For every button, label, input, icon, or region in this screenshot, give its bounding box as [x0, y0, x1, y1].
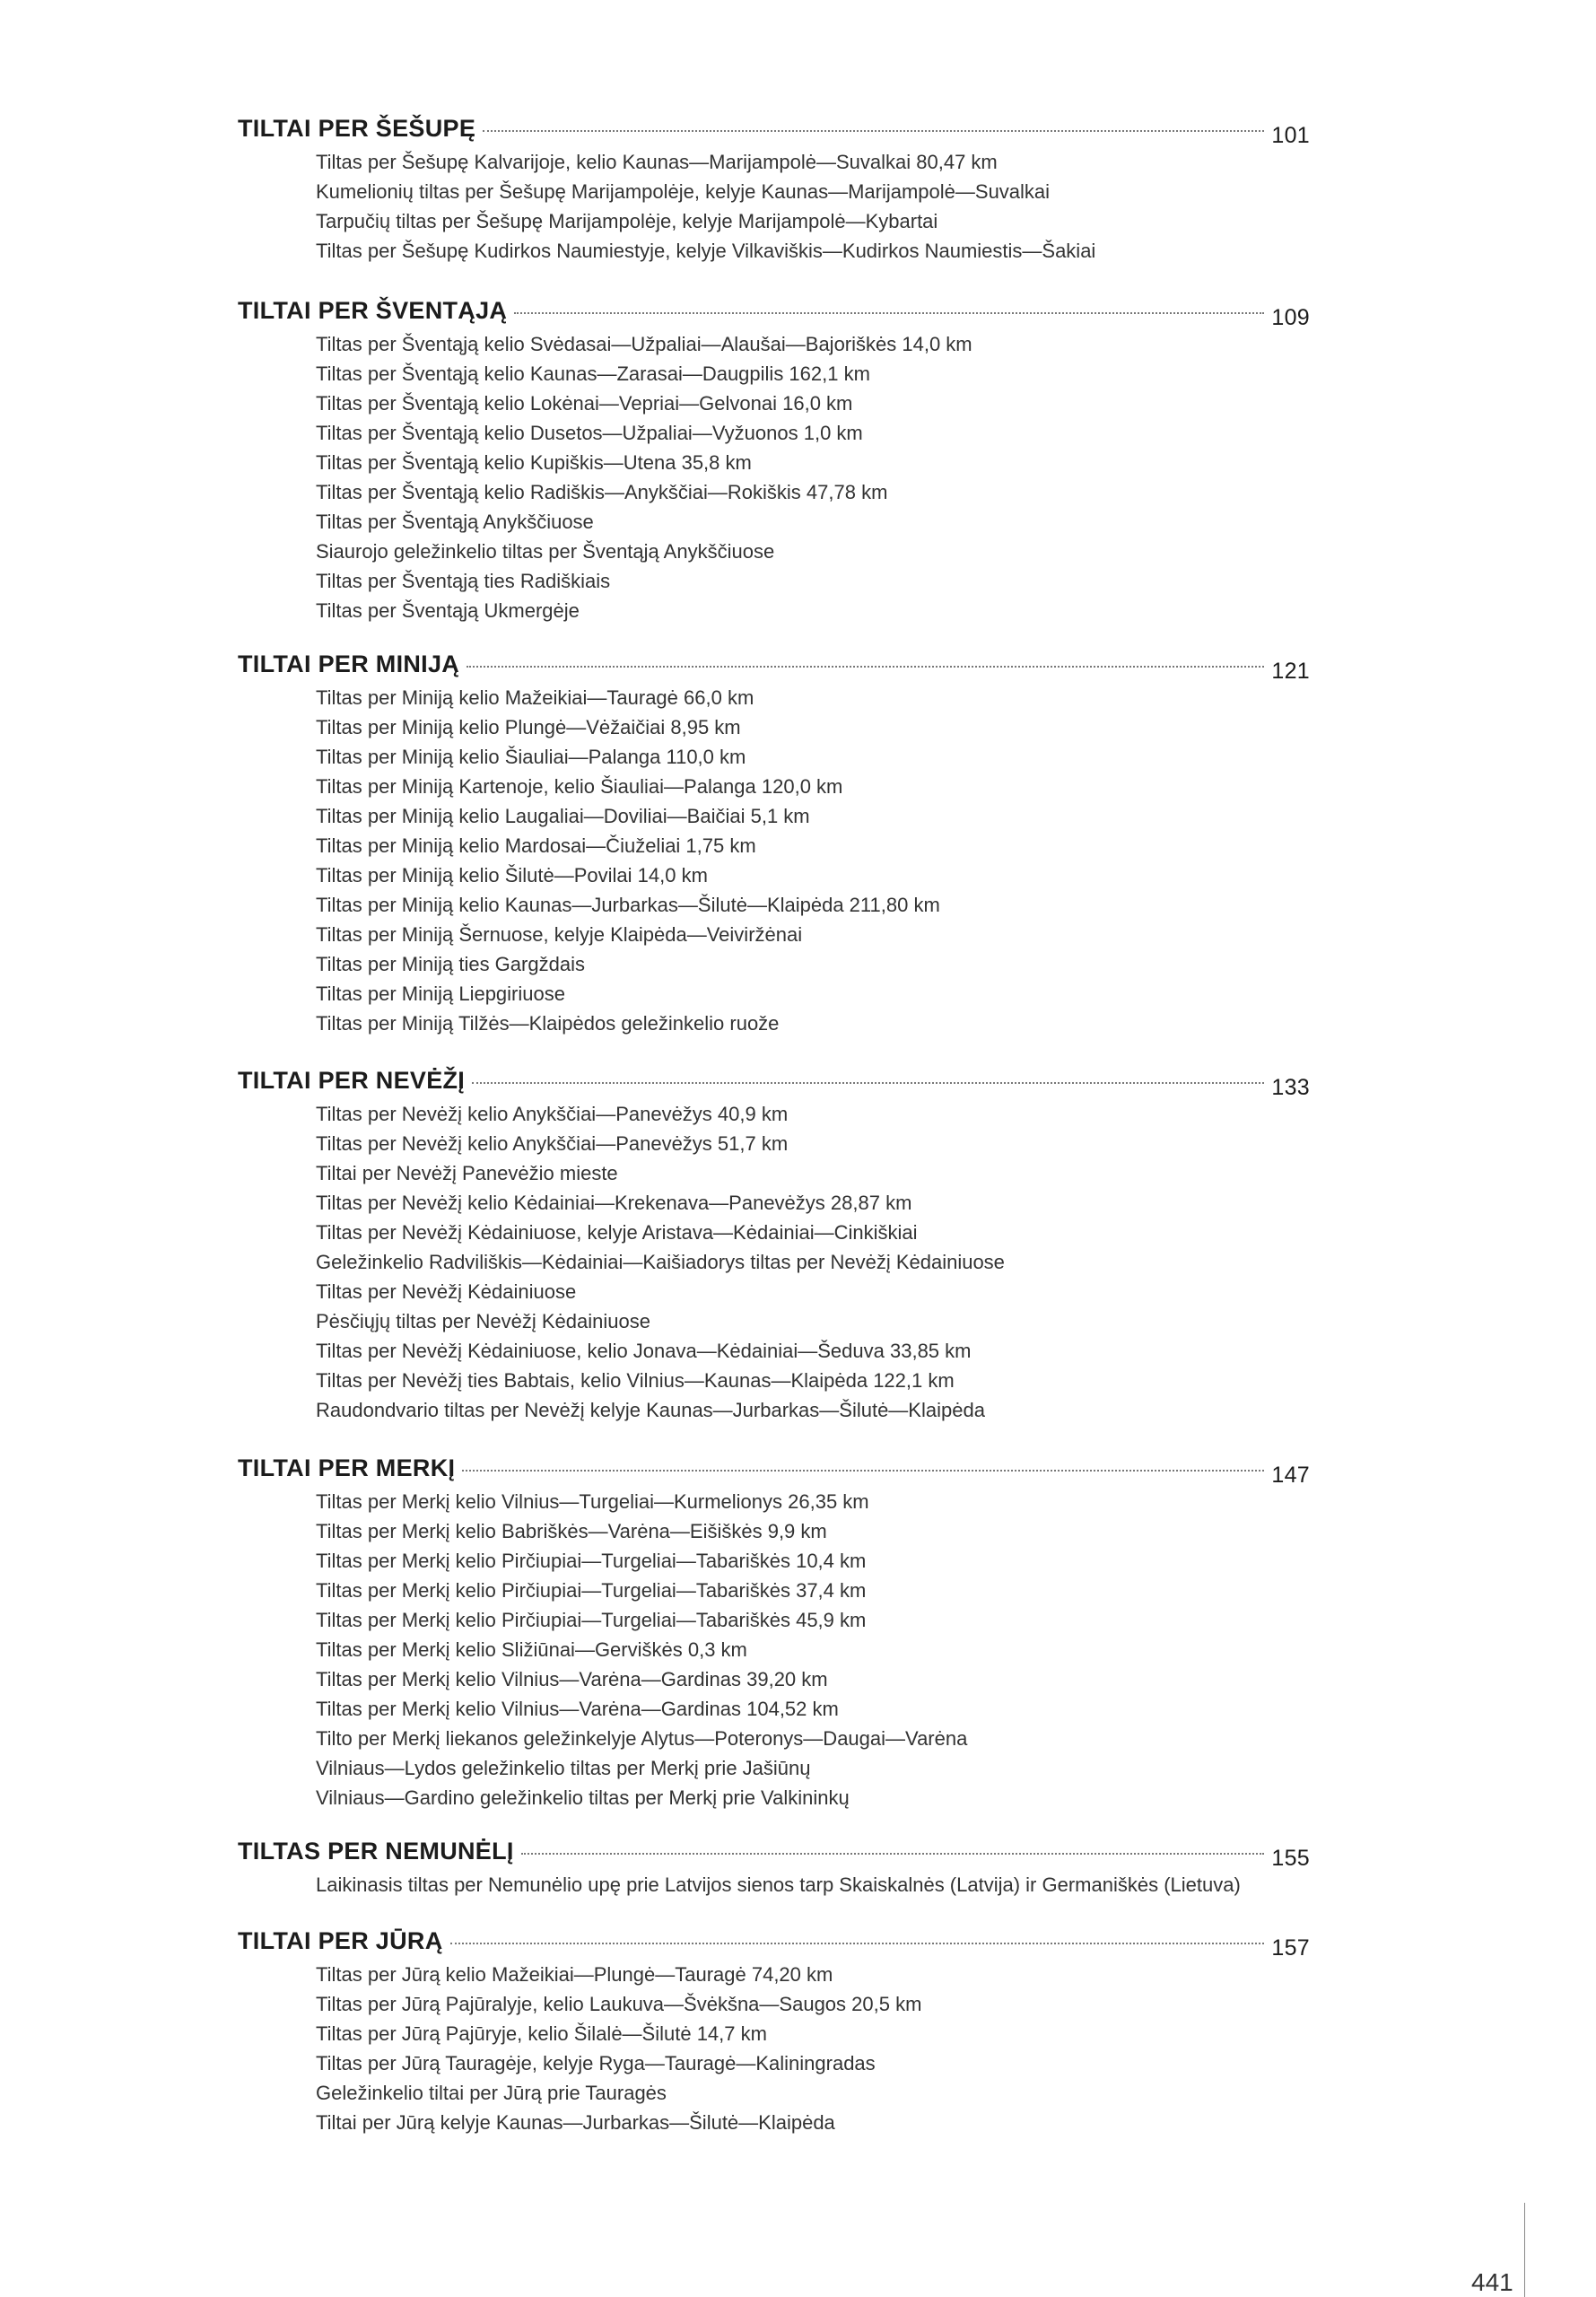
toc-entry: Tiltas per Nevėžį Kėdainiuose	[316, 1280, 577, 1303]
toc-entry: Tiltas per Šventąją kelio Radiškis—Anykščiai—Rokiškis 47,78 km	[316, 481, 888, 503]
toc-entry: Tiltas per Šventąją kelio Dusetos—Užpaliai—Vyžuonos 1,0 km	[316, 422, 863, 444]
dot-leader	[514, 312, 1264, 314]
toc-heading[interactable]	[238, 1927, 1310, 1960]
toc-entry: Tarpučių tiltas per Šešupę Marijampolėje, kelyje Marijampolė—Kybartai	[316, 210, 938, 232]
toc-entry: Tiltas per Nevėžį kelio Anykščiai—Panevėžys 51,7 km	[316, 1132, 789, 1155]
toc-entry: Tiltas per Miniją kelio Kaunas—Jurbarkas—Šilutė—Klaipėda 211,80 km	[316, 894, 940, 916]
toc-entry: Geležinkelio Radviliškis—Kėdainiai—Kaišiadorys tiltas per Nevėžį Kėdainiuose	[316, 1251, 1005, 1273]
dot-leader	[462, 1470, 1264, 1472]
toc-entry: Tilto per Merkį liekanos geležinkelyje Alytus—Poteronys—Daugai—Varėna	[316, 1727, 968, 1750]
toc-entry: Tiltas per Nevėžį Kėdainiuose, kelio Jonava—Kėdainiai—Šeduva 33,85 km	[316, 1340, 972, 1362]
toc-entry: Tiltas per Šventąją kelio Kupiškis—Utena 35,8 km	[316, 451, 752, 474]
section-page-number: 157	[1271, 1935, 1310, 1961]
toc-entry: Tiltas per Miniją Šernuose, kelyje Klaipėda—Veiviržėnai	[316, 923, 803, 946]
toc-entry: Tiltas per Merkį kelio Pirčiupiai—Turgeliai—Tabariškės 37,4 km	[316, 1579, 867, 1602]
section-page-number: 147	[1271, 1463, 1310, 1488]
toc-entry: Raudondvario tiltas per Nevėžį kelyje Kaunas—Jurbarkas—Šilutė—Klaipėda	[316, 1399, 985, 1421]
dot-leader	[467, 666, 1264, 668]
toc-entry: Tiltas per Šventąją kelio Kaunas—Zarasai—Daugpilis 162,1 km	[316, 362, 870, 385]
toc-entry: Tiltas per Šešupę Kudirkos Naumiestyje, kelyje Vilkaviškis—Kudirkos Naumiestis—Šakiai	[316, 240, 1096, 262]
section-page-number: 133	[1271, 1075, 1310, 1100]
toc-entry: Tiltas per Miniją Kartenoje, kelio Šiauliai—Palanga 120,0 km	[316, 775, 843, 798]
dot-leader	[472, 1082, 1264, 1084]
toc-entry: Tiltas per Miniją kelio Šiauliai—Palanga 110,0 km	[316, 746, 746, 768]
toc-entry: Tiltas per Jūrą kelio Mažeikiai—Plungė—Tauragė 74,20 km	[316, 1963, 833, 1986]
toc-section	[238, 1067, 1310, 1425]
toc-entry: Tiltas per Merkį kelio Vilnius—Turgeliai—Kurmelionys 26,35 km	[316, 1490, 869, 1513]
toc-entry: Vilniaus—Gardino geležinkelio tiltas per Merkį prie Valkininkų	[316, 1786, 850, 1809]
toc-entry: Tiltas per Merkį kelio Sližiūnai—Gerviškės 0,3 km	[316, 1638, 747, 1661]
toc-heading[interactable]	[238, 651, 1310, 683]
section-title: TILTAS PER NEMUNĖLĮ	[238, 1838, 514, 1865]
section-title: TILTAI PER ŠEŠUPĘ	[238, 115, 476, 142]
section-title: TILTAI PER JŪRĄ	[238, 1927, 443, 1954]
toc-entry: Pėsčiųjų tiltas per Nevėžį Kėdainiuose	[316, 1310, 650, 1332]
toc-entry: Tiltas per Miniją Liepgiriuose	[316, 983, 565, 1005]
toc-section	[238, 1454, 1310, 1812]
page-number: 441	[1471, 2268, 1513, 2296]
toc-entry: Tiltas per Merkį kelio Pirčiupiai—Turgeliai—Tabariškės 45,9 km	[316, 1609, 867, 1631]
toc-entry: Tiltas per Nevėžį Kėdainiuose, kelyje Aristava—Kėdainiai—Cinkiškiai	[316, 1221, 918, 1244]
toc-entry: Tiltas per Nevėžį kelio Kėdainiai—Krekenava—Panevėžys 28,87 km	[316, 1192, 912, 1214]
toc-entry: Tiltas per Nevėžį ties Babtais, kelio Vilnius—Kaunas—Klaipėda 122,1 km	[316, 1369, 955, 1392]
toc-section	[238, 1838, 1310, 1900]
toc-entry: Tiltas per Miniją kelio Plungė—Vėžaičiai 8,95 km	[316, 716, 741, 738]
section-page-number: 155	[1271, 1846, 1310, 1871]
toc-entry: Tiltas per Miniją kelio Mažeikiai—Tauragė 66,0 km	[316, 686, 754, 709]
toc-entry: Tiltas per Merkį kelio Pirčiupiai—Turgeliai—Tabariškės 10,4 km	[316, 1550, 867, 1572]
toc-heading[interactable]	[238, 1454, 1310, 1487]
page-edge-rule	[1524, 2203, 1525, 2297]
toc-entry: Tiltas per Miniją kelio Laugaliai—Doviliai—Baičiai 5,1 km	[316, 805, 810, 827]
toc-entry: Tiltas per Merkį kelio Vilnius—Varėna—Gardinas 39,20 km	[316, 1668, 828, 1690]
toc-section	[238, 1927, 1310, 2137]
section-title: TILTAI PER ŠVENTĄJĄ	[238, 297, 508, 324]
toc-entry: Tiltas per Merkį kelio Vilnius—Varėna—Gardinas 104,52 km	[316, 1698, 839, 1720]
toc-entry: Tiltas per Šventąją kelio Lokėnai—Vepriai—Gelvonai 16,0 km	[316, 392, 853, 415]
section-page-number: 121	[1271, 659, 1310, 684]
dot-leader	[521, 1853, 1265, 1855]
toc-entry: Tiltas per Šventąją Ukmergėje	[316, 599, 580, 622]
toc-section	[238, 297, 1310, 625]
toc-entry: Siaurojo geležinkelio tiltas per Šventąją Anykščiuose	[316, 540, 775, 563]
toc-entry: Tiltai per Jūrą kelyje Kaunas—Jurbarkas—Šilutė—Klaipėda	[316, 2111, 835, 2134]
toc-entry: Tiltas per Šventąją Anykščiuose	[316, 511, 594, 533]
toc-heading[interactable]	[238, 297, 1310, 329]
toc-entry: Laikinasis tiltas per Nemunėlio upę prie Latvijos sienos tarp Skaiskalnės (Latvija) ir Germaniškės (Lietuva)	[316, 1873, 1241, 1896]
toc-heading[interactable]	[238, 115, 1310, 147]
toc-entry: Tiltas per Miniją Tilžės—Klaipėdos geležinkelio ruože	[316, 1012, 780, 1035]
toc-entry: Tiltas per Nevėžį kelio Anykščiai—Panevėžys 40,9 km	[316, 1103, 789, 1125]
section-title: TILTAI PER MERKĮ	[238, 1454, 456, 1481]
dot-leader	[483, 130, 1264, 132]
section-title: TILTAI PER MINIJĄ	[238, 651, 460, 677]
toc-entry: Kumelionių tiltas per Šešupę Marijampolėje, kelyje Kaunas—Marijampolė—Suvalkai	[316, 180, 1051, 203]
toc-entry: Vilniaus—Lydos geležinkelio tiltas per Merkį prie Jašiūnų	[316, 1757, 811, 1779]
toc-heading[interactable]	[238, 1067, 1310, 1099]
toc-section	[238, 115, 1310, 266]
section-page-number: 101	[1271, 123, 1310, 148]
toc-entry: Tiltas per Jūrą Pajūryje, kelio Šilalė—Šilutė 14,7 km	[316, 2022, 767, 2045]
toc-section	[238, 651, 1310, 1038]
toc-entry: Tiltas per Jūrą Pajūralyje, kelio Laukuva—Švėkšna—Saugos 20,5 km	[316, 1993, 922, 2015]
toc-entry: Tiltas per Šventąją kelio Svėdasai—Užpaliai—Alaušai—Bajoriškės 14,0 km	[316, 333, 972, 355]
toc-entry: Tiltas per Miniją kelio Mardosai—Čiuželiai 1,75 km	[316, 834, 756, 857]
toc-entry: Tiltas per Šešupę Kalvarijoje, kelio Kaunas—Marijampolė—Suvalkai 80,47 km	[316, 151, 998, 173]
toc-entry: Geležinkelio tiltai per Jūrą prie Tauragės	[316, 2082, 667, 2104]
dot-leader	[450, 1943, 1265, 1944]
toc-entry: Tiltas per Miniją ties Gargždais	[316, 953, 585, 975]
section-title: TILTAI PER NEVĖŽĮ	[238, 1067, 466, 1094]
section-page-number: 109	[1271, 305, 1310, 330]
toc-heading[interactable]	[238, 1838, 1310, 1870]
toc-entry: Tiltas per Merkį kelio Babriškės—Varėna—Eišiškės 9,9 km	[316, 1520, 827, 1542]
toc-entry: Tiltas per Jūrą Tauragėje, kelyje Ryga—Tauragė—Kaliningradas	[316, 2052, 876, 2074]
toc-entry: Tiltas per Šventąją ties Radiškiais	[316, 570, 611, 592]
toc-entry: Tiltas per Miniją kelio Šilutė—Povilai 14,0 km	[316, 864, 708, 886]
toc-entry: Tiltai per Nevėžį Panevėžio mieste	[316, 1162, 618, 1184]
